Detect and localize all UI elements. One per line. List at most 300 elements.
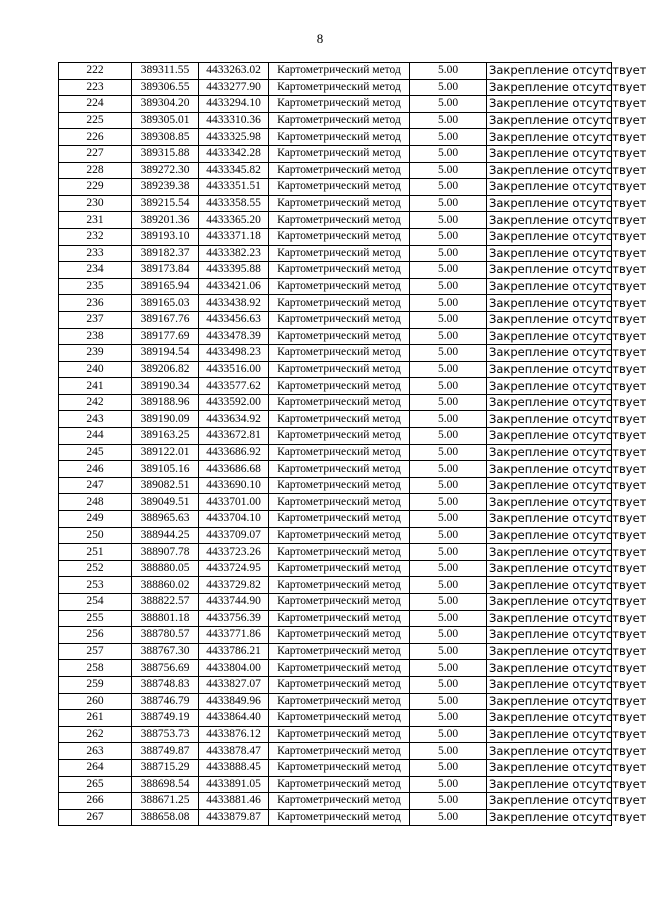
x-coordinate-cell: 388801.18 [132,610,199,627]
x-coordinate-cell: 389165.03 [132,295,199,312]
y-coordinate-cell: 4433756.39 [199,610,269,627]
method-cell: Картометрический метод [269,345,410,362]
table-row [59,726,612,743]
fixation-cell: Закрепление отсутствует [487,759,612,776]
table-row [59,179,612,196]
table-row [59,594,612,611]
point-number-cell: 223 [59,79,132,96]
method-cell: Картометрический метод [269,96,410,113]
fixation-cell: Закрепление отсутствует [487,378,612,395]
table-row [59,428,612,445]
y-coordinate-cell: 4433686.92 [199,444,269,461]
method-cell: Картометрический метод [269,477,410,494]
method-cell: Картометрический метод [269,444,410,461]
table-row [59,477,612,494]
fixation-cell: Закрепление отсутствует [487,676,612,693]
fixation-cell: Закрепление отсутствует [487,112,612,129]
table-row [59,228,612,245]
accuracy-cell: 5.00 [410,643,487,660]
point-number-cell: 259 [59,676,132,693]
accuracy-cell: 5.00 [410,295,487,312]
point-number-cell: 222 [59,63,132,80]
fixation-cell: Закрепление отсутствует [487,511,612,528]
x-coordinate-cell: 388756.69 [132,660,199,677]
table-row [59,759,612,776]
point-number-cell: 244 [59,428,132,445]
x-coordinate-cell: 388860.02 [132,577,199,594]
y-coordinate-cell: 4433744.90 [199,594,269,611]
x-coordinate-cell: 388880.05 [132,560,199,577]
accuracy-cell: 5.00 [410,527,487,544]
accuracy-cell: 5.00 [410,627,487,644]
method-cell: Картометрический метод [269,411,410,428]
x-coordinate-cell: 389308.85 [132,129,199,146]
fixation-cell: Закрепление отсутствует [487,179,612,196]
point-number-cell: 229 [59,179,132,196]
fixation-cell: Закрепление отсутствует [487,328,612,345]
x-coordinate-cell: 388767.30 [132,643,199,660]
point-number-cell: 263 [59,743,132,760]
x-coordinate-cell: 389165.94 [132,278,199,295]
method-cell: Картометрический метод [269,594,410,611]
method-cell: Картометрический метод [269,693,410,710]
point-number-cell: 266 [59,793,132,810]
point-number-cell: 264 [59,759,132,776]
point-number-cell: 232 [59,228,132,245]
method-cell: Картометрический метод [269,743,410,760]
point-number-cell: 239 [59,345,132,362]
table-row [59,79,612,96]
y-coordinate-cell: 4433263.02 [199,63,269,80]
fixation-cell: Закрепление отсутствует [487,295,612,312]
x-coordinate-cell: 389311.55 [132,63,199,80]
x-coordinate-cell: 388753.73 [132,726,199,743]
y-coordinate-cell: 4433690.10 [199,477,269,494]
method-cell: Картометрический метод [269,627,410,644]
fixation-cell: Закрепление отсутствует [487,262,612,279]
y-coordinate-cell: 4433382.23 [199,245,269,262]
accuracy-cell: 5.00 [410,693,487,710]
table-row [59,793,612,810]
method-cell: Картометрический метод [269,660,410,677]
fixation-cell: Закрепление отсутствует [487,129,612,146]
x-coordinate-cell: 389194.54 [132,345,199,362]
y-coordinate-cell: 4433365.20 [199,212,269,229]
point-number-cell: 251 [59,544,132,561]
method-cell: Картометрический метод [269,809,410,826]
point-number-cell: 255 [59,610,132,627]
y-coordinate-cell: 4433878.47 [199,743,269,760]
point-number-cell: 256 [59,627,132,644]
fixation-cell: Закрепление отсутствует [487,79,612,96]
fixation-cell: Закрепление отсутствует [487,228,612,245]
x-coordinate-cell: 389177.69 [132,328,199,345]
point-number-cell: 227 [59,145,132,162]
table-row [59,444,612,461]
y-coordinate-cell: 4433358.55 [199,195,269,212]
fixation-cell: Закрепление отсутствует [487,195,612,212]
accuracy-cell: 5.00 [410,710,487,727]
x-coordinate-cell: 389173.84 [132,262,199,279]
method-cell: Картометрический метод [269,162,410,179]
method-cell: Картометрический метод [269,560,410,577]
x-coordinate-cell: 389082.51 [132,477,199,494]
method-cell: Картометрический метод [269,461,410,478]
accuracy-cell: 5.00 [410,378,487,395]
accuracy-cell: 5.00 [410,195,487,212]
table-row [59,511,612,528]
fixation-cell: Закрепление отсутствует [487,726,612,743]
method-cell: Картометрический метод [269,278,410,295]
accuracy-cell: 5.00 [410,511,487,528]
table-row [59,311,612,328]
y-coordinate-cell: 4433891.05 [199,776,269,793]
accuracy-cell: 5.00 [410,129,487,146]
method-cell: Картометрический метод [269,378,410,395]
y-coordinate-cell: 4433879.87 [199,809,269,826]
method-cell: Картометрический метод [269,643,410,660]
table-row [59,378,612,395]
accuracy-cell: 5.00 [410,96,487,113]
method-cell: Картометрический метод [269,428,410,445]
y-coordinate-cell: 4433325.98 [199,129,269,146]
table-row [59,676,612,693]
point-number-cell: 240 [59,361,132,378]
accuracy-cell: 5.00 [410,79,487,96]
accuracy-cell: 5.00 [410,461,487,478]
method-cell: Картометрический метод [269,328,410,345]
point-number-cell: 260 [59,693,132,710]
point-number-cell: 236 [59,295,132,312]
point-number-cell: 246 [59,461,132,478]
fixation-cell: Закрепление отсутствует [487,710,612,727]
y-coordinate-cell: 4433771.86 [199,627,269,644]
fixation-cell: Закрепление отсутствует [487,361,612,378]
accuracy-cell: 5.00 [410,759,487,776]
fixation-cell: Закрепление отсутствует [487,63,612,80]
x-coordinate-cell: 388748.83 [132,676,199,693]
table-row [59,63,612,80]
point-number-cell: 224 [59,96,132,113]
accuracy-cell: 5.00 [410,610,487,627]
point-number-cell: 237 [59,311,132,328]
accuracy-cell: 5.00 [410,361,487,378]
fixation-cell: Закрепление отсутствует [487,660,612,677]
fixation-cell: Закрепление отсутствует [487,627,612,644]
accuracy-cell: 5.00 [410,411,487,428]
table-row [59,145,612,162]
accuracy-cell: 5.00 [410,394,487,411]
method-cell: Картометрический метод [269,577,410,594]
fixation-cell: Закрепление отсутствует [487,477,612,494]
y-coordinate-cell: 4433516.00 [199,361,269,378]
x-coordinate-cell: 388749.19 [132,710,199,727]
fixation-cell: Закрепление отсутствует [487,428,612,445]
accuracy-cell: 5.00 [410,63,487,80]
x-coordinate-cell: 389304.20 [132,96,199,113]
y-coordinate-cell: 4433804.00 [199,660,269,677]
y-coordinate-cell: 4433577.62 [199,378,269,395]
x-coordinate-cell: 388658.08 [132,809,199,826]
table-row [59,278,612,295]
method-cell: Картометрический метод [269,511,410,528]
x-coordinate-cell: 389272.30 [132,162,199,179]
method-cell: Картометрический метод [269,79,410,96]
point-number-cell: 258 [59,660,132,677]
x-coordinate-cell: 388965.63 [132,511,199,528]
accuracy-cell: 5.00 [410,793,487,810]
point-number-cell: 241 [59,378,132,395]
accuracy-cell: 5.00 [410,594,487,611]
table-row [59,245,612,262]
y-coordinate-cell: 4433371.18 [199,228,269,245]
point-number-cell: 267 [59,809,132,826]
y-coordinate-cell: 4433294.10 [199,96,269,113]
table-row [59,394,612,411]
point-number-cell: 252 [59,560,132,577]
y-coordinate-cell: 4433729.82 [199,577,269,594]
fixation-cell: Закрепление отсутствует [487,345,612,362]
point-number-cell: 262 [59,726,132,743]
table-row [59,295,612,312]
x-coordinate-cell: 388746.79 [132,693,199,710]
fixation-cell: Закрепление отсутствует [487,212,612,229]
point-number-cell: 231 [59,212,132,229]
method-cell: Картометрический метод [269,759,410,776]
coordinates-table-body [59,63,646,826]
table-row [59,162,612,179]
y-coordinate-cell: 4433849.96 [199,693,269,710]
y-coordinate-cell: 4433686.68 [199,461,269,478]
table-row [59,527,612,544]
accuracy-cell: 5.00 [410,494,487,511]
table-row [59,361,612,378]
y-coordinate-cell: 4433592.00 [199,394,269,411]
fixation-cell: Закрепление отсутствует [487,245,612,262]
y-coordinate-cell: 4433456.63 [199,311,269,328]
x-coordinate-cell: 388698.54 [132,776,199,793]
method-cell: Картометрический метод [269,776,410,793]
y-coordinate-cell: 4433277.90 [199,79,269,96]
x-coordinate-cell: 389193.10 [132,228,199,245]
fixation-cell: Закрепление отсутствует [487,560,612,577]
method-cell: Картометрический метод [269,212,410,229]
y-coordinate-cell: 4433478.39 [199,328,269,345]
point-number-cell: 245 [59,444,132,461]
point-number-cell: 243 [59,411,132,428]
accuracy-cell: 5.00 [410,262,487,279]
point-number-cell: 233 [59,245,132,262]
method-cell: Картометрический метод [269,262,410,279]
table-row [59,809,612,826]
accuracy-cell: 5.00 [410,179,487,196]
point-number-cell: 265 [59,776,132,793]
table-row [59,212,612,229]
fixation-cell: Закрепление отсутствует [487,693,612,710]
table-row [59,494,612,511]
method-cell: Картометрический метод [269,179,410,196]
table-row [59,660,612,677]
x-coordinate-cell: 388907.78 [132,544,199,561]
point-number-cell: 248 [59,494,132,511]
y-coordinate-cell: 4433438.92 [199,295,269,312]
accuracy-cell: 5.00 [410,145,487,162]
table-row [59,195,612,212]
point-number-cell: 235 [59,278,132,295]
fixation-cell: Закрепление отсутствует [487,145,612,162]
point-number-cell: 257 [59,643,132,660]
method-cell: Картометрический метод [269,311,410,328]
method-cell: Картометрический метод [269,793,410,810]
x-coordinate-cell: 389206.82 [132,361,199,378]
fixation-cell: Закрепление отсутствует [487,610,612,627]
accuracy-cell: 5.00 [410,345,487,362]
method-cell: Картометрический метод [269,494,410,511]
fixation-cell: Закрепление отсутствует [487,544,612,561]
table-row [59,411,612,428]
point-number-cell: 225 [59,112,132,129]
y-coordinate-cell: 4433881.46 [199,793,269,810]
x-coordinate-cell: 389315.88 [132,145,199,162]
fixation-cell: Закрепление отсутствует [487,278,612,295]
y-coordinate-cell: 4433724.95 [199,560,269,577]
point-number-cell: 230 [59,195,132,212]
table-row [59,112,612,129]
coordinates-table [58,62,646,826]
x-coordinate-cell: 389105.16 [132,461,199,478]
fixation-cell: Закрепление отсутствует [487,577,612,594]
table-row [59,710,612,727]
fixation-cell: Закрепление отсутствует [487,793,612,810]
table-row [59,345,612,362]
table-row [59,743,612,760]
x-coordinate-cell: 389122.01 [132,444,199,461]
y-coordinate-cell: 4433342.28 [199,145,269,162]
fixation-cell: Закрепление отсутствует [487,594,612,611]
y-coordinate-cell: 4433723.26 [199,544,269,561]
fixation-cell: Закрепление отсутствует [487,461,612,478]
accuracy-cell: 5.00 [410,245,487,262]
y-coordinate-cell: 4433701.00 [199,494,269,511]
method-cell: Картометрический метод [269,361,410,378]
table-row [59,96,612,113]
accuracy-cell: 5.00 [410,676,487,693]
fixation-cell: Закрепление отсутствует [487,162,612,179]
x-coordinate-cell: 389163.25 [132,428,199,445]
method-cell: Картометрический метод [269,610,410,627]
method-cell: Картометрический метод [269,245,410,262]
y-coordinate-cell: 4433421.06 [199,278,269,295]
x-coordinate-cell: 388749.87 [132,743,199,760]
method-cell: Картометрический метод [269,112,410,129]
accuracy-cell: 5.00 [410,162,487,179]
table-row [59,776,612,793]
table-row [59,560,612,577]
method-cell: Картометрический метод [269,129,410,146]
y-coordinate-cell: 4433310.36 [199,112,269,129]
y-coordinate-cell: 4433864.40 [199,710,269,727]
y-coordinate-cell: 4433888.45 [199,759,269,776]
point-number-cell: 242 [59,394,132,411]
y-coordinate-cell: 4433786.21 [199,643,269,660]
y-coordinate-cell: 4433827.07 [199,676,269,693]
x-coordinate-cell: 389190.09 [132,411,199,428]
x-coordinate-cell: 389305.01 [132,112,199,129]
point-number-cell: 238 [59,328,132,345]
x-coordinate-cell: 389188.96 [132,394,199,411]
y-coordinate-cell: 4433709.07 [199,527,269,544]
x-coordinate-cell: 388715.29 [132,759,199,776]
accuracy-cell: 5.00 [410,577,487,594]
y-coordinate-cell: 4433498.23 [199,345,269,362]
method-cell: Картометрический метод [269,527,410,544]
point-number-cell: 234 [59,262,132,279]
point-number-cell: 247 [59,477,132,494]
fixation-cell: Закрепление отсутствует [487,494,612,511]
accuracy-cell: 5.00 [410,112,487,129]
table-row [59,129,612,146]
fixation-cell: Закрепление отсутствует [487,444,612,461]
method-cell: Картометрический метод [269,726,410,743]
table-row [59,328,612,345]
fixation-cell: Закрепление отсутствует [487,743,612,760]
fixation-cell: Закрепление отсутствует [487,809,612,826]
y-coordinate-cell: 4433351.51 [199,179,269,196]
method-cell: Картометрический метод [269,295,410,312]
y-coordinate-cell: 4433634.92 [199,411,269,428]
y-coordinate-cell: 4433345.82 [199,162,269,179]
accuracy-cell: 5.00 [410,212,487,229]
fixation-cell: Закрепление отсутствует [487,311,612,328]
y-coordinate-cell: 4433876.12 [199,726,269,743]
method-cell: Картометрический метод [269,195,410,212]
accuracy-cell: 5.00 [410,743,487,760]
x-coordinate-cell: 388780.57 [132,627,199,644]
method-cell: Картометрический метод [269,63,410,80]
table-row [59,262,612,279]
table-row [59,693,612,710]
accuracy-cell: 5.00 [410,560,487,577]
accuracy-cell: 5.00 [410,809,487,826]
x-coordinate-cell: 389239.38 [132,179,199,196]
accuracy-cell: 5.00 [410,477,487,494]
x-coordinate-cell: 389049.51 [132,494,199,511]
accuracy-cell: 5.00 [410,444,487,461]
method-cell: Картометрический метод [269,544,410,561]
accuracy-cell: 5.00 [410,328,487,345]
table-row [59,627,612,644]
x-coordinate-cell: 389167.76 [132,311,199,328]
x-coordinate-cell: 389215.54 [132,195,199,212]
table-row [59,643,612,660]
point-number-cell: 249 [59,511,132,528]
method-cell: Картометрический метод [269,394,410,411]
x-coordinate-cell: 389182.37 [132,245,199,262]
x-coordinate-cell: 389201.36 [132,212,199,229]
fixation-cell: Закрепление отсутствует [487,776,612,793]
y-coordinate-cell: 4433672.81 [199,428,269,445]
accuracy-cell: 5.00 [410,311,487,328]
point-number-cell: 226 [59,129,132,146]
y-coordinate-cell: 4433704.10 [199,511,269,528]
accuracy-cell: 5.00 [410,544,487,561]
x-coordinate-cell: 388671.25 [132,793,199,810]
accuracy-cell: 5.00 [410,428,487,445]
method-cell: Картометрический метод [269,676,410,693]
fixation-cell: Закрепление отсутствует [487,527,612,544]
accuracy-cell: 5.00 [410,776,487,793]
point-number-cell: 261 [59,710,132,727]
